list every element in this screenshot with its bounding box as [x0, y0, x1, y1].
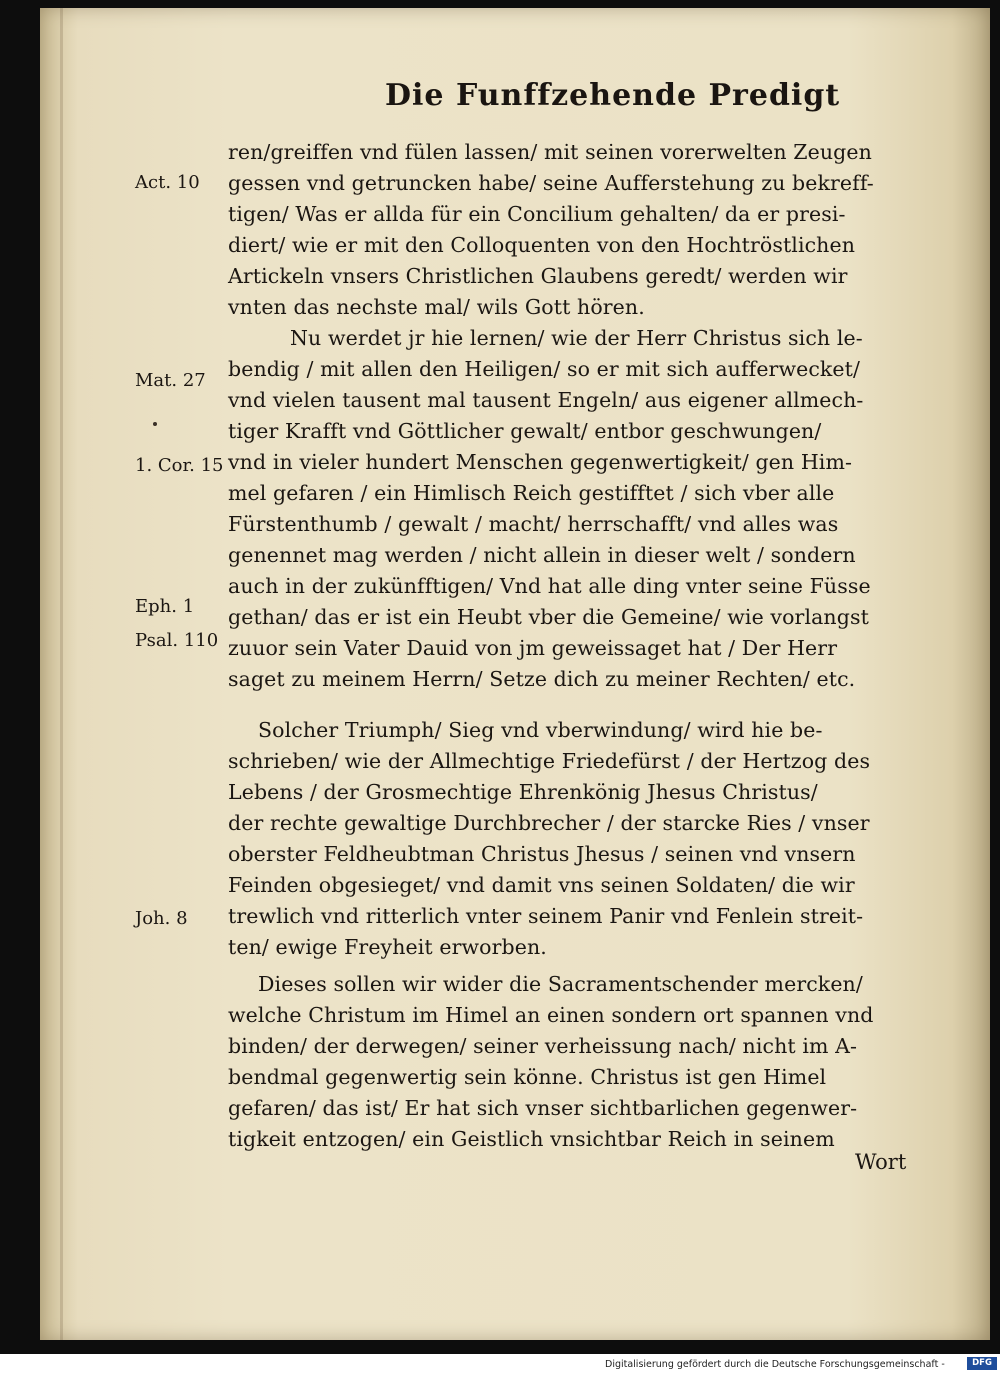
margin-note: Eph. 1	[135, 596, 195, 617]
text-line: Fürstenthumb / gewalt / macht/ herrschafft/ vnd alles was	[228, 512, 839, 536]
text-line: vnd in vieler hundert Menschen gegenwertigkeit/ gen Him-	[228, 450, 853, 474]
text-line: gessen vnd getruncken habe/ seine Aufferstehung zu bekreff-	[228, 171, 874, 195]
text-line: ren/greiffen vnd fülen lassen/ mit seinen vorerwelten Zeugen	[228, 140, 872, 164]
page-header: Die Funffzehende Predigt	[385, 78, 841, 113]
text-line: diert/ wie er mit den Colloquenten von den Hochtröstlichen	[228, 233, 856, 257]
text-line: trewlich vnd ritterlich vnter seinem Panir vnd Fenlein streit-	[228, 904, 864, 928]
text-line: bendig / mit allen den Heiligen/ so er mit sich aufferwecket/	[228, 357, 861, 381]
page-fold	[60, 8, 63, 1340]
text-line: vnd vielen tausent mal tausent Engeln/ aus eigener allmech-	[228, 388, 864, 412]
text-line: zuuor sein Vater Dauid von jm geweissaget hat / Der Herr	[228, 636, 838, 660]
margin-note: Mat. 27	[135, 370, 206, 391]
text-line: gefaren/ das ist/ Er hat sich vnser sichtbarlichen gegenwer-	[228, 1096, 858, 1120]
text-line: tiger Krafft vnd Göttlicher gewalt/ entbor geschwungen/	[228, 419, 822, 443]
text-line: binden/ der derwegen/ seiner verheissung nach/ nicht im A-	[228, 1034, 858, 1058]
margin-note: Psal. 110	[135, 630, 219, 651]
margin-note: Joh. 8	[135, 908, 188, 929]
text-line: Solcher Triumph/ Sieg vnd vberwindung/ wird hie be-	[258, 718, 823, 742]
text-line: Feinden obgesieget/ vnd damit vns seinen Soldaten/ die wir	[228, 873, 855, 897]
text-line: saget zu meinem Herrn/ Setze dich zu meiner Rechten/ etc.	[228, 667, 856, 691]
text-line: oberster Feldheubtman Christus Jhesus / seinen vnd vnsern	[228, 842, 856, 866]
text-line: bendmal gegenwertig sein könne. Christus ist gen Himel	[228, 1065, 827, 1089]
text-line: Nu werdet jr hie lernen/ wie der Herr Christus sich le-	[290, 326, 863, 350]
text-line: vnten das nechste mal/ wils Gott hören.	[228, 295, 645, 319]
text-line: tigkeit entzogen/ ein Geistlich vnsichtbar Reich in seinem	[228, 1127, 835, 1151]
text-line: ten/ ewige Freyheit erworben.	[228, 935, 547, 959]
text-line: Artickeln vnsers Christlichen Glaubens geredt/ werden wir	[228, 264, 848, 288]
margin-note: 1. Cor. 15	[135, 455, 224, 476]
text-line: der rechte gewaltige Durchbrecher / der starcke Ries / vnser	[228, 811, 870, 835]
text-line: auch in der zukünfftigen/ Vnd hat alle ding vnter seine Füsse	[228, 574, 871, 598]
text-line: mel gefaren / ein Himlisch Reich gestifftet / sich vber alle	[228, 481, 835, 505]
text-line: Dieses sollen wir wider die Sacramentschender mercken/	[258, 972, 863, 996]
margin-note: Act. 10	[135, 172, 200, 193]
catchword: Wort	[855, 1150, 907, 1174]
ink-speck	[153, 422, 157, 426]
digitization-credit: Digitalisierung gefördert durch die Deutsche Forschungsgemeinschaft -	[605, 1359, 945, 1370]
text-line: welche Christum im Himel an einen sondern ort spannen vnd	[228, 1003, 874, 1027]
text-line: genennet mag werden / nicht allein in dieser welt / sondern	[228, 543, 856, 567]
dfg-logo: DFG	[967, 1357, 997, 1370]
text-line: Lebens / der Grosmechtige Ehrenkönig Jhesus Christus/	[228, 780, 818, 804]
text-line: gethan/ das er ist ein Heubt vber die Gemeine/ wie vorlangst	[228, 605, 869, 629]
text-line: tigen/ Was er allda für ein Concilium gehalten/ da er presi-	[228, 202, 846, 226]
text-line: schrieben/ wie der Allmechtige Friedefürst / der Hertzog des	[228, 749, 871, 773]
